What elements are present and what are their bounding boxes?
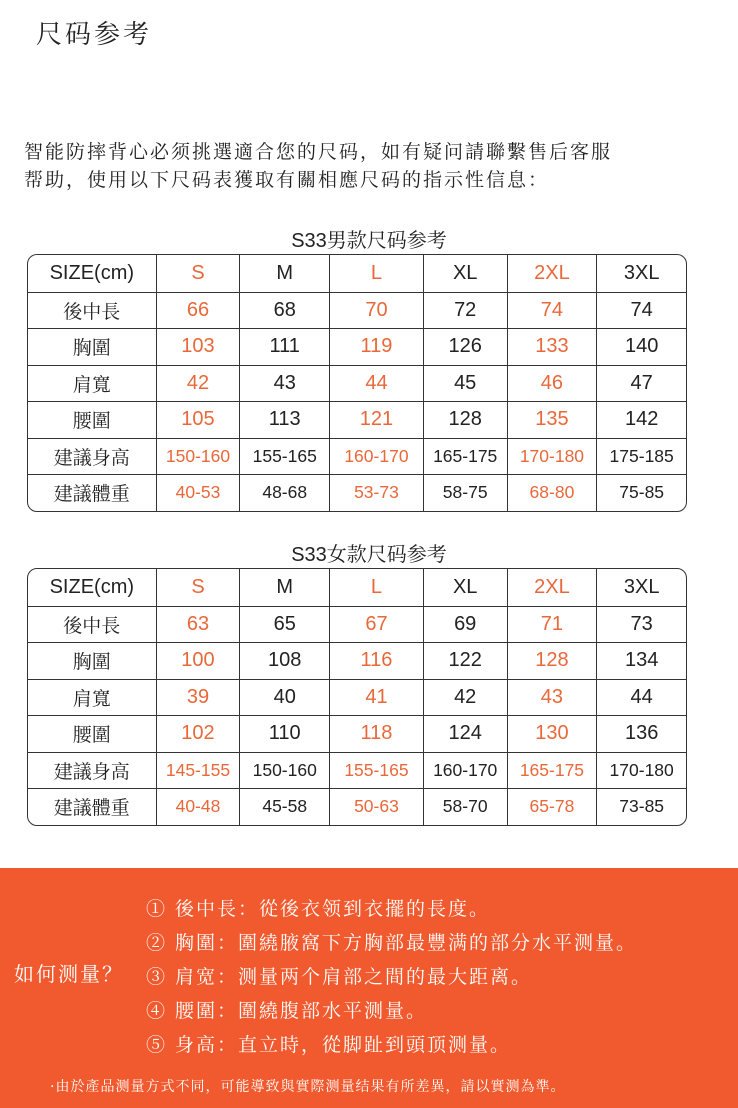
- header-cell: 3XL: [596, 569, 686, 606]
- header-cell: S: [156, 255, 240, 292]
- row-label: 腰圍: [72, 724, 111, 747]
- table-cell: 74: [507, 293, 597, 329]
- page-title: 尺码参考: [36, 20, 153, 50]
- measure-instruction: ④ 腰圍：圍繞腹部水平测量。: [146, 1000, 428, 1022]
- table-cell: 136: [596, 716, 686, 752]
- table-cell: 175-185: [596, 439, 686, 475]
- row-label: 後中長: [63, 614, 121, 637]
- measure-instruction: ② 胸圍：圍繞腋窩下方胸部最豐满的部分水平测量。: [146, 932, 638, 954]
- table-cell: 105: [156, 402, 240, 438]
- table-cell: 42: [156, 366, 240, 402]
- table-cell: 124: [423, 716, 507, 752]
- table-row: [28, 788, 686, 825]
- table-cell: 150-160: [156, 439, 240, 475]
- table-cell: 73: [596, 607, 686, 643]
- table-cell: 142: [596, 402, 686, 438]
- header-cell: XL: [423, 255, 507, 292]
- table-cell: 65-78: [507, 789, 597, 825]
- header-cell: M: [239, 569, 329, 606]
- table-cell: 145-155: [156, 753, 240, 789]
- table-cell: 128: [507, 643, 597, 679]
- row-label: 腰圍: [72, 410, 111, 433]
- table-cell: 122: [423, 643, 507, 679]
- measurement-guide: [0, 868, 738, 1108]
- table-cell: 45-58: [239, 789, 329, 825]
- table-cell: 128: [423, 402, 507, 438]
- table-cell: 160-170: [329, 439, 423, 475]
- table-cell: 150-160: [239, 753, 329, 789]
- header-cell: 2XL: [507, 569, 597, 606]
- row-label: 建議身高: [53, 446, 130, 469]
- table-row: [28, 474, 686, 511]
- table-row: [28, 438, 686, 475]
- table-cell: 108: [239, 643, 329, 679]
- table-cell: 71: [507, 607, 597, 643]
- table-cell: 67: [329, 607, 423, 643]
- table-cell: 74: [596, 293, 686, 329]
- table-header-row: [28, 255, 686, 292]
- table-cell: 44: [329, 366, 423, 402]
- header-cell: L: [329, 569, 423, 606]
- row-label: 後中長: [63, 300, 121, 323]
- table-cell: 103: [156, 329, 240, 365]
- table-cell: 53-73: [329, 475, 423, 511]
- table-cell: 134: [596, 643, 686, 679]
- table-cell: 170-180: [507, 439, 597, 475]
- table-cell: 50-63: [329, 789, 423, 825]
- disclaimer-note: ·由於產品测量方式不同，可能導致與實際测量结果有所差異，請以實测為準。: [50, 1079, 566, 1095]
- table-cell: 116: [329, 643, 423, 679]
- table-row: [28, 328, 686, 365]
- table-cell: 45: [423, 366, 507, 402]
- table-cell: 65: [239, 607, 329, 643]
- table-row: [28, 606, 686, 643]
- row-label: 建議體重: [53, 483, 130, 506]
- table-cell: 42: [423, 680, 507, 716]
- women-table-title: S33女款尺码参考: [291, 544, 447, 566]
- table-row: [28, 365, 686, 402]
- table-cell: 40-48: [156, 789, 240, 825]
- header-cell: L: [329, 255, 423, 292]
- intro-text: [24, 138, 724, 194]
- table-cell: 68-80: [507, 475, 597, 511]
- men-size-table: [27, 254, 687, 512]
- header-cell: 2XL: [507, 255, 597, 292]
- how-to-measure-label: 如何测量？: [14, 962, 124, 986]
- table-row: [28, 292, 686, 329]
- table-cell: 111: [239, 329, 329, 365]
- table-cell: 170-180: [596, 753, 686, 789]
- table-row: [28, 752, 686, 789]
- table-cell: 121: [329, 402, 423, 438]
- table-cell: 39: [156, 680, 240, 716]
- table-cell: 165-175: [423, 439, 507, 475]
- header-cell: 3XL: [596, 255, 686, 292]
- table-cell: 68: [239, 293, 329, 329]
- header-cell: SIZE(cm): [49, 575, 135, 598]
- table-cell: 126: [423, 329, 507, 365]
- header-cell: XL: [423, 569, 507, 606]
- table-header-row: [28, 569, 686, 606]
- intro-line: 帮助，使用以下尺码表獲取有關相應尺码的指示性信息：: [24, 169, 550, 191]
- measure-instruction: ⑤ 身高：直立時，從脚趾到頭顶测量。: [146, 1034, 512, 1056]
- header-cell: SIZE(cm): [49, 261, 135, 284]
- table-cell: 69: [423, 607, 507, 643]
- table-cell: 165-175: [507, 753, 597, 789]
- women-size-table: [27, 568, 687, 826]
- table-cell: 73-85: [596, 789, 686, 825]
- table-row: [28, 642, 686, 679]
- table-row: [28, 715, 686, 752]
- men-table-title: S33男款尺码参考: [291, 230, 447, 252]
- table-cell: 133: [507, 329, 597, 365]
- table-cell: 58-70: [423, 789, 507, 825]
- table-row: [28, 679, 686, 716]
- table-cell: 58-75: [423, 475, 507, 511]
- table-cell: 113: [239, 402, 329, 438]
- table-cell: 44: [596, 680, 686, 716]
- table-cell: 40: [239, 680, 329, 716]
- table-cell: 72: [423, 293, 507, 329]
- row-label: 肩寬: [72, 687, 111, 710]
- table-cell: 46: [507, 366, 597, 402]
- table-cell: 119: [329, 329, 423, 365]
- table-cell: 48-68: [239, 475, 329, 511]
- row-label: 肩寬: [72, 373, 111, 396]
- header-cell: M: [239, 255, 329, 292]
- table-cell: 160-170: [423, 753, 507, 789]
- table-cell: 41: [329, 680, 423, 716]
- measure-instruction: ③ 肩宽：测量两个肩部之間的最大距离。: [146, 966, 533, 988]
- table-cell: 66: [156, 293, 240, 329]
- row-label: 建議身高: [53, 760, 130, 783]
- table-cell: 135: [507, 402, 597, 438]
- intro-line: 智能防摔背心必须挑選適合您的尺码，如有疑问請聯繫售后客服: [24, 141, 613, 163]
- table-row: [28, 401, 686, 438]
- table-cell: 40-53: [156, 475, 240, 511]
- table-cell: 102: [156, 716, 240, 752]
- table-cell: 155-165: [329, 753, 423, 789]
- row-label: 胸圍: [72, 651, 111, 674]
- table-cell: 140: [596, 329, 686, 365]
- table-cell: 63: [156, 607, 240, 643]
- measure-instruction: ① 後中長：從後衣领到衣擺的長度。: [146, 898, 491, 920]
- table-cell: 110: [239, 716, 329, 752]
- table-cell: 43: [507, 680, 597, 716]
- row-label: 建議體重: [53, 797, 130, 820]
- row-label: 胸圍: [72, 337, 111, 360]
- table-cell: 100: [156, 643, 240, 679]
- header-cell: S: [156, 569, 240, 606]
- table-cell: 155-165: [239, 439, 329, 475]
- table-cell: 118: [329, 716, 423, 752]
- table-cell: 130: [507, 716, 597, 752]
- table-cell: 75-85: [596, 475, 686, 511]
- table-cell: 43: [239, 366, 329, 402]
- table-cell: 70: [329, 293, 423, 329]
- table-cell: 47: [596, 366, 686, 402]
